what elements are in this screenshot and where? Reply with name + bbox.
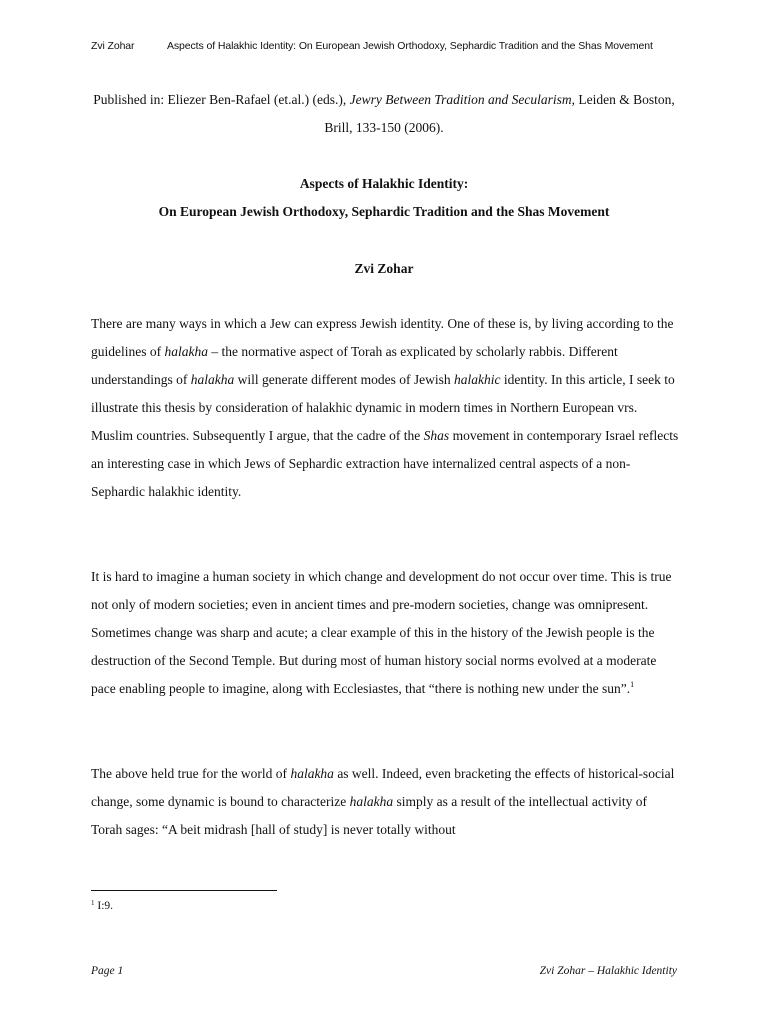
footer-page-number: Page 1: [91, 965, 124, 977]
footnote-divider: [91, 890, 277, 891]
paper-title-line-1: Aspects of Halakhic Identity:: [299, 176, 469, 191]
text-run: There are many ways in which a Jew can express Jewish identity. One of these is, by living according to the guidelines of: [91, 316, 674, 359]
italic-term: halakhic: [454, 372, 501, 387]
text-run: It is hard to imagine a human society in which change and development do not occur over time. This is true not only of modern societies; even in ancient times and pre-modern societies, change was omnipresent. Sometimes change was sharp and acute; a clear example of this in the history of the Jewish people is the destruction of the Second Temple. But during most of human history social norms evolved at a moderate pace enabling people to imagine, along with Ecclesiastes, that “there is nothing new under the sun”.: [91, 569, 672, 696]
paper-author: Zvi Zohar: [354, 261, 414, 276]
text-run: movement in contemporary Israel reflects an interesting case in which Jews of Sephardic extraction have internalized central aspects of a non-Sephardic halakhic identity.: [91, 428, 679, 499]
footer-running-title: Zvi Zohar – Halakhic Identity: [539, 965, 677, 977]
paper-title-line-2: On European Jewish Orthodoxy, Sephardic Tradition and the Shas Movement: [158, 204, 610, 219]
italic-term: halakha: [164, 344, 208, 359]
text-run: as well. Indeed, even bracketing the effects of historical-social change, some dynamic is bound to characterize: [91, 766, 675, 809]
body-paragraph-1: [91, 310, 681, 506]
footnote: [91, 900, 113, 912]
text-run: – the normative aspect of Torah as explicated by scholarly rabbis. Different understandings of: [91, 344, 618, 387]
header-running-title: Aspects of Halakhic Identity: On European Jewish Orthodoxy, Sephardic Tradition and the Shas Movement: [167, 40, 653, 52]
text-run: identity. In this article, I seek to illustrate this thesis by consideration of halakhic dynamic in modern times in Northern European vrs. Muslim countries. Subsequently I argue, that the cadre of the: [91, 372, 675, 443]
header-author: Zvi Zohar: [91, 40, 135, 52]
publication-prefix: Published in: Eliezer Ben-Rafael (et.al.) (eds.),: [93, 92, 350, 107]
italic-term: Shas: [423, 428, 450, 443]
publication-book-title: Jewry Between Tradition and Secularism: [349, 92, 572, 107]
text-run: The above held true for the world of: [91, 766, 291, 781]
body-paragraph-2: [91, 563, 681, 703]
italic-term: halakha: [290, 766, 334, 781]
footnote-reference[interactable]: 1: [630, 680, 635, 689]
text-run: simply as a result of the intellectual activity of Torah sages: “A beit midrash [hall of study] is never totally without: [91, 794, 647, 837]
footnote-text: I:9.: [94, 900, 114, 912]
publication-suffix: , Leiden & Boston, Brill, 133-150 (2006).: [324, 92, 675, 135]
text-run: will generate different modes of Jewish: [234, 372, 455, 387]
paper-title: [91, 170, 677, 226]
italic-term: halakha: [349, 794, 394, 809]
italic-term: halakha: [190, 372, 235, 387]
footnote-number: 1: [91, 899, 95, 907]
publication-note: [91, 86, 677, 142]
body-paragraph-3: [91, 760, 681, 844]
